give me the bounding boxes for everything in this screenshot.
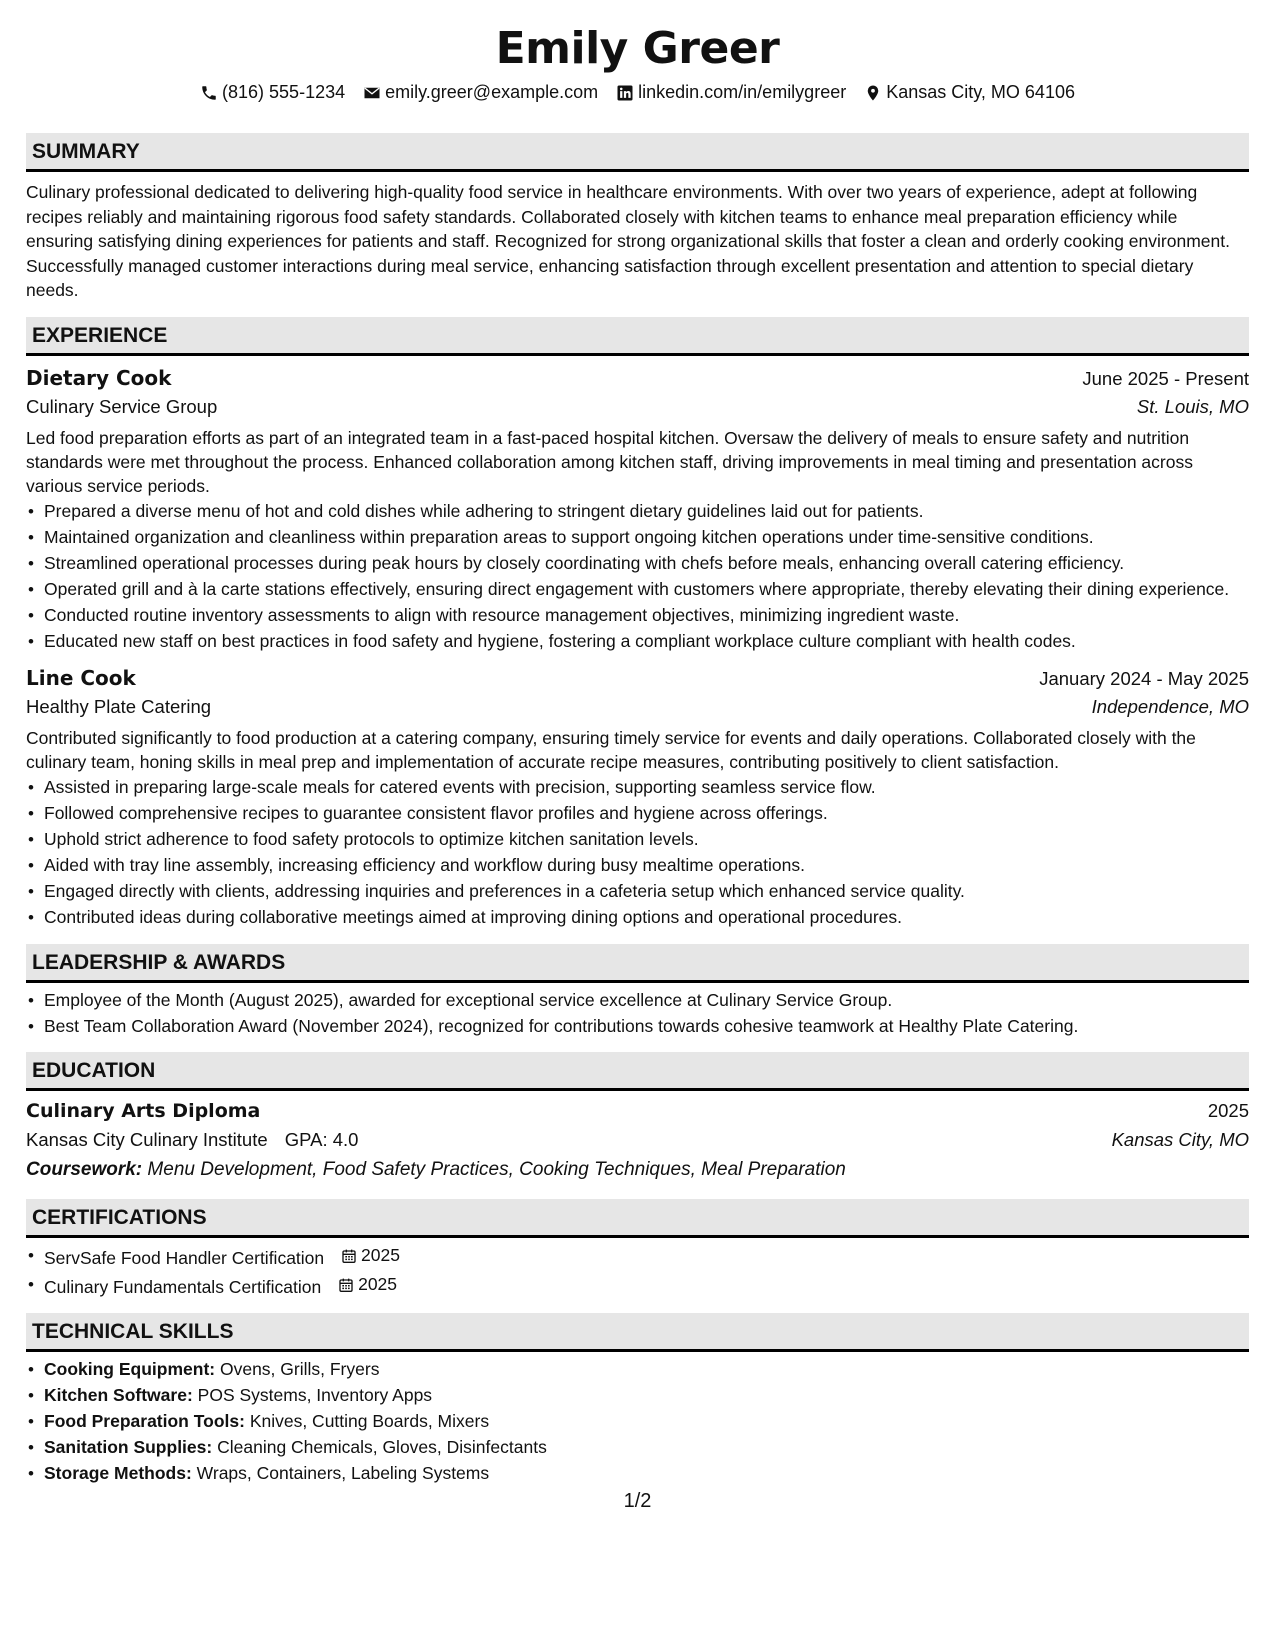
section-heading: CERTIFICATIONS [26,1199,1249,1238]
contact-bar [26,82,1249,103]
list-item: • Aided with tray line assembly, increasing efficiency and workflow during busy mealtime operations. [26,854,1249,878]
school-line [26,1125,358,1155]
skill-label: Kitchen Software: [44,1385,193,1405]
contact-phone[interactable] [200,82,345,103]
coursework-label: Coursework: [26,1159,143,1180]
job-entry [26,664,1249,930]
job-title: Dietary Cook [26,365,172,390]
skill-value: Wraps, Containers, Labeling Systems [196,1463,490,1483]
cert-date [338,1273,397,1297]
summary-text: Culinary professional dedicated to delivering high-quality food service in healthcare environments. With over two years of experience, adept at following recipes reliably and maintaining rigorous food safety standards. Collaborated closely with kitchen teams to enhance meal preparation efficiency while ensuring satisfying dining experiences for patients and staff. Recognized for strong organizational skills that foster a clean and orderly cooking environment. Successfully managed customer interactions during meal service, enhancing satisfaction through excellent presentation and attention to special dietary needs. [26,182,1230,300]
skill-label: Storage Methods: [44,1463,192,1483]
job-title: Line Cook [26,665,136,690]
education-year: 2025 [1207,1100,1249,1121]
list-item: • Engaged directly with clients, addressing inquiries and preferences in a cafeteria setup which enhanced service quality. [26,880,1249,904]
certifications-list [26,1244,1249,1299]
skill-label: Food Preparation Tools: [44,1411,245,1431]
school-location: Kansas City, MO [1111,1129,1249,1150]
list-item: • Uphold strict adherence to food safety protocols to optimize kitchen sanitation levels. [26,828,1249,852]
map-pin-icon [864,84,882,102]
company-name: Healthy Plate Catering [26,695,212,717]
job-location: Independence, MO [1091,695,1249,717]
company-name: Culinary Service Group [26,395,218,417]
job-dates: June 2025 - Present [1082,367,1249,389]
list-item [26,1358,1249,1382]
job-location: St. Louis, MO [1136,395,1249,417]
cert-year: 2025 [358,1273,398,1294]
experience-section [26,317,1249,930]
list-item [26,1244,1249,1270]
section-heading: EDUCATION [26,1052,1249,1091]
list-item: • Contributed ideas during collaborative meetings aimed at improving dining options and operational procedures. [26,906,1249,930]
skill-value: POS Systems, Inventory Apps [197,1385,433,1405]
phone-icon [200,84,218,102]
section-heading: SUMMARY [26,133,1249,172]
contact-linkedin[interactable] [616,82,846,103]
coursework [26,1155,1249,1185]
certifications-section [26,1199,1249,1299]
job-bullets [26,500,1249,654]
cert-name: ServSafe Food Handler Certification [44,1247,325,1268]
awards-list [26,989,1249,1039]
skills-section [26,1313,1249,1486]
list-item: • Assisted in preparing large-scale meals for catered events with precision, supporting seamless service flow. [26,776,1249,800]
gpa: GPA: 4.0 [284,1129,359,1150]
calendar-icon [341,1248,357,1264]
skill-label: Cooking Equipment: [44,1359,216,1379]
list-item: • Streamlined operational processes during peak hours by closely coordinating with chefs before meals, enhancing overall catering efficiency. [26,552,1249,576]
section-heading: LEADERSHIP & AWARDS [26,944,1249,983]
list-item: • Prepared a diverse menu of hot and cold dishes while adhering to stringent dietary guidelines laid out for patients. [26,500,1249,524]
skill-label: Sanitation Supplies: [44,1437,213,1457]
location-text: Kansas City, MO 64106 [886,82,1075,102]
list-item [26,1384,1249,1408]
linkedin-text: linkedin.com/in/emilygreer [638,82,847,102]
cert-year: 2025 [361,1245,400,1265]
list-item [26,1273,1249,1299]
list-item: • Followed comprehensive recipes to guarantee consistent flavor profiles and hygiene across offerings. [26,802,1249,826]
envelope-icon [363,84,381,102]
skill-value: Ovens, Grills, Fryers [219,1359,380,1379]
list-item [26,1410,1249,1434]
list-item: • Operated grill and à la carte stations effectively, ensuring direct engagement with customers where appropriate, thereby elevating their dining experience. [26,578,1249,602]
cert-name: Culinary Fundamentals Certification [44,1276,322,1297]
section-heading: TECHNICAL SKILLS [26,1313,1249,1352]
degree-title: Culinary Arts Diploma [26,1100,261,1122]
list-item [26,1462,1249,1486]
candidate-name: Emily Greer [495,23,780,74]
summary-section [26,133,1249,303]
list-item: • Best Team Collaboration Award (November 2024), recognized for contributions towards cohesive teamwork at Healthy Plate Catering. [26,1015,1249,1039]
job-entry [26,364,1249,654]
calendar-icon [338,1277,354,1293]
list-item: • Maintained organization and cleanliness within preparation areas to support ongoing kitchen operations under time-sensitive conditions. [26,526,1249,550]
school-name: Kansas City Culinary Institute [26,1129,268,1150]
job-description: Contributed significantly to food production at a catering company, ensuring timely service for events and daily operations. Collaborated closely with the culinary team, honing skills in meal prep and implementation of accurate recipe measures, contributing positively to client satisfaction. [26,727,1196,772]
education-section [26,1052,1249,1185]
contact-location [864,82,1075,103]
list-item [26,1436,1249,1460]
linkedin-icon [616,84,634,102]
contact-email[interactable] [363,82,598,103]
coursework-list: Menu Development, Food Safety Practices, Cooking Techniques, Meal Preparation [147,1159,846,1180]
cert-date [341,1244,400,1268]
page-number: 1/2 [623,1490,652,1512]
skills-list [26,1358,1249,1486]
resume-header [26,0,1249,103]
email-text: emily.greer@example.com [385,82,599,102]
list-item: • Employee of the Month (August 2025), awarded for exceptional service excellence at Culinary Service Group. [26,989,1249,1013]
job-dates: January 2024 - May 2025 [1039,667,1249,689]
section-heading: EXPERIENCE [26,317,1249,356]
awards-section [26,944,1249,1039]
job-bullets [26,776,1249,930]
skill-value: Cleaning Chemicals, Gloves, Disinfectants [217,1437,547,1457]
job-description: Led food preparation efforts as part of an integrated team in a fast-paced hospital kitchen. Oversaw the delivery of meals to ensure safety and nutrition standards were met throughout the process. Enhanced collaboration among kitchen staff, driving improvements in meal timing and presentation across various service periods. [26,427,1193,496]
list-item: • Conducted routine inventory assessments to align with resource management objectives, minimizing ingredient waste. [26,604,1249,628]
skill-value: Knives, Cutting Boards, Mixers [249,1411,490,1431]
phone-text: (816) 555-1234 [222,82,346,102]
list-item: • Educated new staff on best practices in food safety and hygiene, fostering a compliant workplace culture compliant with health codes. [26,630,1249,654]
